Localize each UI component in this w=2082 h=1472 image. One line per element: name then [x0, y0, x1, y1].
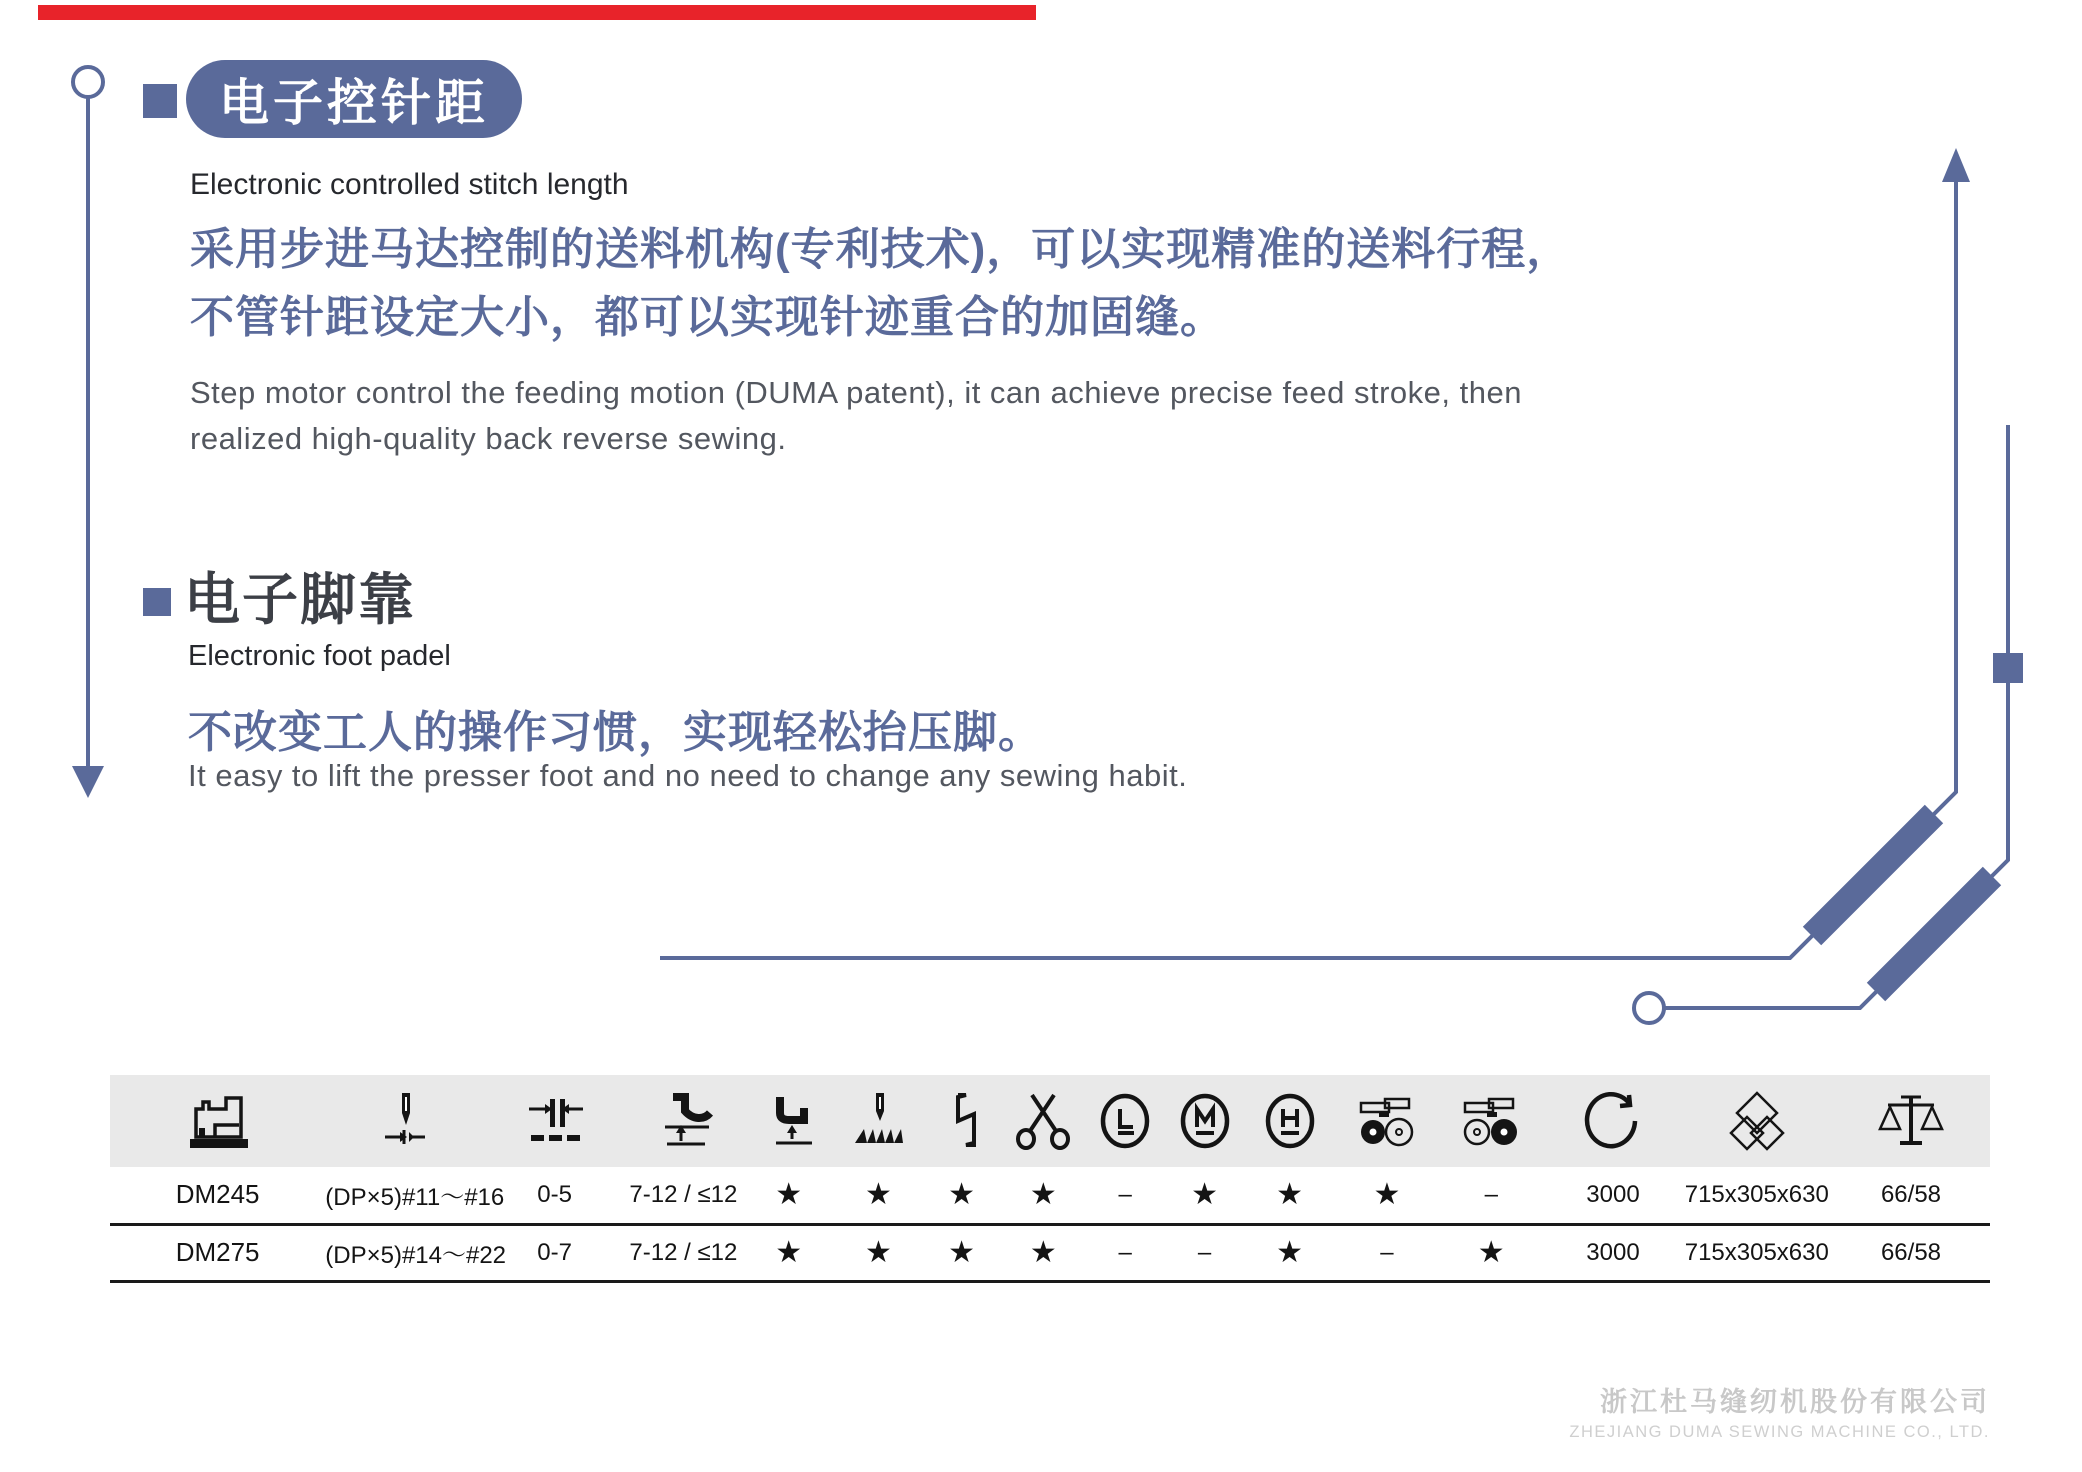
- table-cell: –: [1336, 1224, 1438, 1281]
- table-cell: DM245: [110, 1167, 325, 1224]
- presser-foot-lift-icon: [625, 1075, 742, 1167]
- table-cell: 0-7: [484, 1224, 625, 1281]
- section2-title: 电子脚靠: [184, 568, 416, 631]
- diagonal-bar-1: [1812, 814, 1934, 936]
- table-cell: 66/58: [1832, 1224, 1990, 1281]
- up-arrow-icon: [1942, 148, 1970, 182]
- section2-body-en: It easy to lift the presser foot and no need to change any sewing habit.: [188, 758, 1188, 793]
- section1-subtitle-en: Electronic controlled stitch length: [190, 168, 629, 201]
- table-cell: 7-12 / ≤12: [625, 1167, 742, 1224]
- connector-circle-icon: [1634, 993, 1664, 1023]
- connector-line-2: [1664, 425, 2008, 1008]
- bobbin-winder-right-icon: [1438, 1075, 1544, 1167]
- table-cell: ★: [836, 1224, 922, 1281]
- company-name-zh: 浙江杜马缝纫机股份有限公司: [1600, 1387, 1990, 1417]
- presser-foot-height-icon: [742, 1075, 836, 1167]
- table-cell: ★: [1438, 1224, 1544, 1281]
- section1-title-badge: 电子控针距: [186, 60, 522, 138]
- spec-table-header: [110, 1075, 1990, 1167]
- table-cell: ★: [742, 1167, 836, 1224]
- company-name-en: ZHEJIANG DUMA SEWING MACHINE CO., LTD.: [1569, 1423, 1990, 1441]
- scissors-icon: [1002, 1075, 1085, 1167]
- table-cell: ★: [1244, 1224, 1336, 1281]
- table-cell: DM275: [110, 1224, 325, 1281]
- table-cell: ★: [1336, 1167, 1438, 1224]
- down-arrow-icon: [72, 766, 104, 798]
- section2-body-zh: 不改变工人的操作习惯，实现轻松抬压脚。: [188, 708, 1043, 757]
- table-cell: –: [1085, 1167, 1166, 1224]
- spec-table-body: [110, 1167, 1990, 1281]
- table-cell: 7-12 / ≤12: [625, 1224, 742, 1281]
- stitch-length-icon: [484, 1075, 625, 1167]
- speed-h-icon: [1244, 1075, 1336, 1167]
- table-row: [110, 1167, 1990, 1224]
- section1-body-zh-line1: 采用步进马达控制的送料机构(专利技术)，可以实现精准的送料行程，: [190, 225, 1572, 274]
- spec-table: [110, 1075, 1990, 1283]
- table-cell: ★: [1166, 1167, 1244, 1224]
- table-cell: ★: [836, 1167, 922, 1224]
- rotation-speed-icon: [1544, 1075, 1681, 1167]
- table-cell: –: [1438, 1167, 1544, 1224]
- table-row: [110, 1224, 1990, 1281]
- section1-body-en: [190, 370, 1522, 462]
- table-cell: 715x305x630: [1682, 1167, 1832, 1224]
- needle-size-icon: [325, 1075, 484, 1167]
- section1-bullet-icon: [143, 84, 177, 118]
- section1-body-zh: [190, 216, 1571, 352]
- table-cell: (DP×5)#11～#16: [325, 1167, 484, 1224]
- speed-l-icon: [1085, 1075, 1166, 1167]
- section1-body-zh-line2: 不管针距设定大小，都可以实现针迹重合的加固缝。: [190, 293, 1225, 342]
- bobbin-winder-left-icon: [1336, 1075, 1438, 1167]
- square-node-icon: [1993, 653, 2023, 683]
- company-logo: [1569, 1380, 1990, 1442]
- table-cell: ★: [1244, 1167, 1336, 1224]
- packing-dimensions-icon: [1682, 1075, 1832, 1167]
- section2-subtitle-en: Electronic foot padel: [188, 640, 451, 672]
- section1-body-en-line2: realized high-quality back reverse sewing.: [190, 421, 787, 456]
- table-cell: (DP×5)#14～#22: [325, 1224, 484, 1281]
- section2-bullet-icon: [143, 588, 171, 616]
- feed-dog-icon: [836, 1075, 922, 1167]
- weight-scale-icon: [1832, 1075, 1990, 1167]
- table-cell: ★: [742, 1224, 836, 1281]
- top-accent-bar: [38, 5, 1036, 20]
- left-rail-circle-icon: [73, 67, 103, 97]
- table-cell: ★: [921, 1167, 1002, 1224]
- speed-m-icon: [1166, 1075, 1244, 1167]
- table-cell: ★: [921, 1224, 1002, 1281]
- table-cell: 66/58: [1832, 1167, 1990, 1224]
- thread-trimmer-icon: [921, 1075, 1002, 1167]
- sewing-machine-icon: [110, 1075, 325, 1167]
- table-cell: –: [1166, 1224, 1244, 1281]
- diagonal-bar-2: [1876, 876, 1992, 992]
- section1-body-en-line1: Step motor control the feeding motion (DUMA patent), it can achieve precise feed stroke, then: [190, 375, 1522, 410]
- table-cell: ★: [1002, 1167, 1085, 1224]
- table-cell: 715x305x630: [1682, 1224, 1832, 1281]
- table-cell: 3000: [1544, 1167, 1681, 1224]
- table-cell: ★: [1002, 1224, 1085, 1281]
- table-cell: 0-5: [484, 1167, 625, 1224]
- table-cell: –: [1085, 1224, 1166, 1281]
- table-cell: 3000: [1544, 1224, 1681, 1281]
